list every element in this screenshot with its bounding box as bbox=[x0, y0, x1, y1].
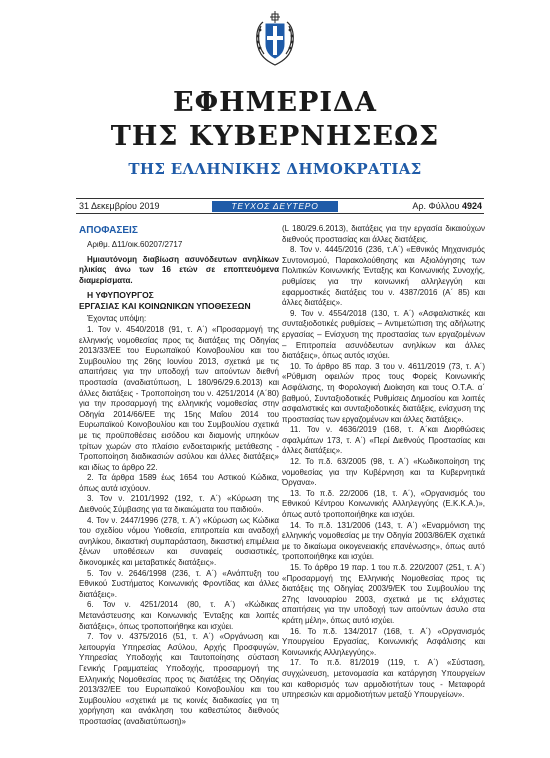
list-item: 11. Τον ν. 4636/2019 (168, τ. Α΄και Διορθώσεις σφαλμάτων 173, τ. Α΄) «Περί Διεθνούς Προστασίας και άλλες διατάξεις». bbox=[282, 425, 485, 456]
list-item: 10. Το άρθρο 85 παρ. 3 του ν. 4611/2019 (73, τ. Α΄) «Ρύθμιση οφειλών προς τους Φορείς Κοινωνικής Ασφάλισης, τη Φορολογική Διοίκηση και τους Ο.Τ.Α. α΄ βαθμού, Συνταξιοδοτικές Ρυθμίσεις Δημοσίου και λοιπές ασφαλιστικές και συνταξιοδοτικές διατάξεις, ενίσχυση της προστασίας των εργαζομένων και άλλες διατάξεις». bbox=[282, 361, 485, 424]
list-item: 16. Το π.δ. 134/2017 (168, τ. Α΄) «Οργανισμός Υπουργείου Εργασίας, Κοινωνικής Ασφάλισης και Κοινωνικής Αλληλεγγύης». bbox=[282, 626, 485, 657]
header-rule-top bbox=[76, 198, 484, 199]
greek-coat-of-arms-icon bbox=[249, 8, 301, 68]
gazette-title-line2: ΤΗΣ ΚΥΒΕΡΝΗΣΕΩΣ bbox=[110, 121, 440, 152]
list-item: 4. Τον ν. 2447/1996 (278, τ. Α΄) «Κύρωση ως Κώδικα του σχεδίου νόμου Υιοθεσία, επιτροπεία και αναδοχή ανηλίκου, δικαστική συμπαράσταση, δικαστική επιμέλεια ξένων υποθέσεων και συναφείς ουσιαστικές, δικονομικές και μεταβατικές διατάξεις». bbox=[79, 515, 279, 568]
list-item: 1. Τον ν. 4540/2018 (91, τ. Α΄) «Προσαρμογή της ελληνικής νομοθεσίας προς τις διατάξεις της Οδηγίας 2013/33/ΕΕ του Ευρωπαϊκού Κοινοβουλίου και του Συμβουλίου της 26ης Ιουνίου 2013, σχετικά με τις απαιτήσεις για την υποδοχή των αιτούντων διεθνή προστασία (αναδιατύπωση, L 180/96/29.6.2013) και άλλες διατάξεις - Τροποποίηση του ν. 4251/2014 (Α΄80) για την προσαρμογή της ελληνικής νομοθεσίας στην Οδηγία 2014/66/ΕΕ της 15ης Μαΐου 2014 του Ευρωπαϊκού Κοινοβουλίου και του Συμβουλίου σχετικά με τις προϋποθέσεις εισόδου και διαμονής υπηκόων τρίτων χωρών στο πλαίσιο ενδοεταιρικής μετάθεσης - Τροποποίηση διαδικασιών ασύλου και άλλες διατάξεις» και ιδίως το άρθρο 22. bbox=[79, 324, 279, 472]
list-item: 17. Το π.δ. 81/2019 (119, τ. Α΄) «Σύσταση, συγχώνευση, μετονομασία και κατάργηση Υπουργείων και καθορισμός των αρμοδιοτήτων τους - Μεταφορά υπηρεσιών και αρμοδιοτήτων μεταξύ Υπουργείων». bbox=[282, 658, 485, 700]
authority-line1: Η ΥΦΥΠΟΥΡΓΟΣ bbox=[87, 290, 154, 301]
sheet-number bbox=[412, 201, 482, 212]
decision-reference: Αριθμ. Δ11/οικ.60207/2717 bbox=[87, 240, 183, 249]
gazette-title-line1: ΕΦΗΜΕΡΙΔΑ bbox=[173, 87, 377, 118]
list-item: 13. Το π.δ. 22/2006 (18, τ. Α΄), «Οργανισμός του Εθνικού Κέντρου Κοινωνικής Αλληλεγγύης (Ε.Κ.Κ.Α.)», όπως αυτό τροποποιήθηκε και ισχύει. bbox=[282, 488, 485, 520]
decision-title: Ημιαυτόνομη διαβίωση ασυνόδευτων ανηλίκων ηλικίας άνω των 16 ετών σε εποπτευόμενα διαμερίσματα. bbox=[79, 254, 279, 285]
issue-series-badge: ΤΕΥΧΟΣ ΔΕΥΤΕΡΟ bbox=[212, 201, 338, 212]
list-item: 14. Το π.δ. 131/2006 (143, τ. Α΄) «Εναρμόνιση της ελληνικής νομοθεσίας με την Οδηγία 2003/86/ΕΚ σχετικά με το δικαίωμα οικογενειακής επανένωσης», όπως αυτό τροποποιήθηκε και ισχύει. bbox=[282, 520, 485, 562]
left-column bbox=[79, 224, 279, 728]
sheet-number-value: 4924 bbox=[461, 201, 482, 211]
list-item: (L 180/29.6.2013), διατάξεις για την εργασία δικαιούχων διεθνούς προστασίας και άλλες διατάξεις. bbox=[282, 224, 485, 244]
list-item: 7. Τον ν. 4375/2016 (51, τ. Α΄) «Οργάνωση και λειτουργία Υπηρεσίας Ασύλου, Αρχής Προσφυγών, Υπηρεσίας Υποδοχής και Ταυτοποίησης σύσταση Γενικής Γραμματείας Υποδοχής, προσαρμογή της Ελληνικής Νομοθεσίας προς τις διατάξεις της Οδηγίας 2013/32/ΕΕ του Ευρωπαϊκού Κοινοβουλίου και του Συμβουλίου «σχετικά με τις κοινές διαδικασίες για τη χορήγηση και ανάκληση του καθεστώτος διεθνούς προστασίας (αναδιατύπωση)» bbox=[79, 632, 279, 726]
right-column bbox=[282, 224, 485, 701]
list-item: 12. Το π.δ. 63/2005 (98, τ. Α΄) «Κωδικοποίηση της νομοθεσίας για την Κυβέρνηση και τα Κυβερνητικά Όργανα». bbox=[282, 457, 485, 488]
section-title: ΑΠΟΦΑΣΕΙΣ bbox=[79, 225, 138, 236]
list-item: 5. Τον ν. 2646/1998 (236, τ. Α΄) «Ανάπτυξη του Εθνικού Συστήματος Κοινωνικής Φροντίδας και άλλες διατάξεις». bbox=[79, 568, 279, 599]
list-item: 3. Τον ν. 2101/1992 (192, τ. Α΄) «Κύρωση της Διεθνούς Σύμβασης για τα δικαιώματα του παιδιού». bbox=[79, 494, 279, 515]
issue-date: 31 Δεκεμβρίου 2019 bbox=[79, 201, 160, 211]
list-item: 9. Τον ν. 4554/2018 (130, τ. Α΄) «Ασφαλιστικές και συνταξιοδοτικές ρυθμίσεις – Αντιμετώπιση της αδήλωτης εργασίας – Ενίσχυση της προστασίας των εργαζομένων – Επιτροπεία ασυνόδευτων ανηλίκων και άλλες διατάξεις», όπως αυτός ισχύει. bbox=[282, 308, 485, 361]
authority-line2: ΕΡΓΑΣΙΑΣ ΚΑΙ ΚΟΙΝΩΝΙΚΩΝ ΥΠΟΘΕΣΕΩΝ bbox=[79, 301, 251, 312]
list-item: 8. Τον ν. 4445/2016 (236, τ.Α΄) «Εθνικός Μηχανισμός Συντονισμού, Παρακολούθησης και Αξιολόγησης των Πολιτικών Κοινωνικής Ένταξης και Κοινωνικής Συνοχής, ρυθμίσεις για την κοινωνική αλληλεγγύη και εφαρμοστικές διατάξεις του ν. 4387/2016 (Α΄ 85) και άλλες διατάξεις». bbox=[282, 245, 485, 308]
list-item: 2. Τα άρθρα 1589 έως 1654 του Αστικού Κώδικα, όπως αυτά ισχύουν. bbox=[79, 473, 279, 493]
sheet-number-label: Αρ. Φύλλου bbox=[412, 201, 460, 211]
list-item: 6. Τον ν. 4251/2014 (80, τ. Α΄) «Κώδικας Μετανάστευσης και Κοινωνικής Ένταξης και λοιπές διατάξεις», όπως τροποποιήθηκε και ισχύει. bbox=[79, 600, 279, 631]
header-rule-bottom bbox=[76, 213, 484, 214]
gazette-subtitle: ΤΗΣ ΕΛΛΗΝΙΚΗΣ ΔΗΜΟΚΡΑΤΙΑΣ bbox=[128, 160, 422, 178]
intro-text: Έχοντας υπόψη: bbox=[87, 314, 147, 324]
list-item: 15. Το άρθρο 19 παρ. 1 του π.δ. 220/2007 (251, τ. Α΄) «Προσαρμογή της Ελληνικής Νομοθεσίας προς τις διατάξεις της Οδηγίας 2003/9/ΕΚ του Συμβουλίου της 27ης Ιανουαρίου 2003, σχετικά με τις ελάχιστες απαιτήσεις για την υποδοχή των αιτούντων άσυλο στα κράτη μέλη», όπως αυτό ισχύει. bbox=[282, 563, 485, 625]
